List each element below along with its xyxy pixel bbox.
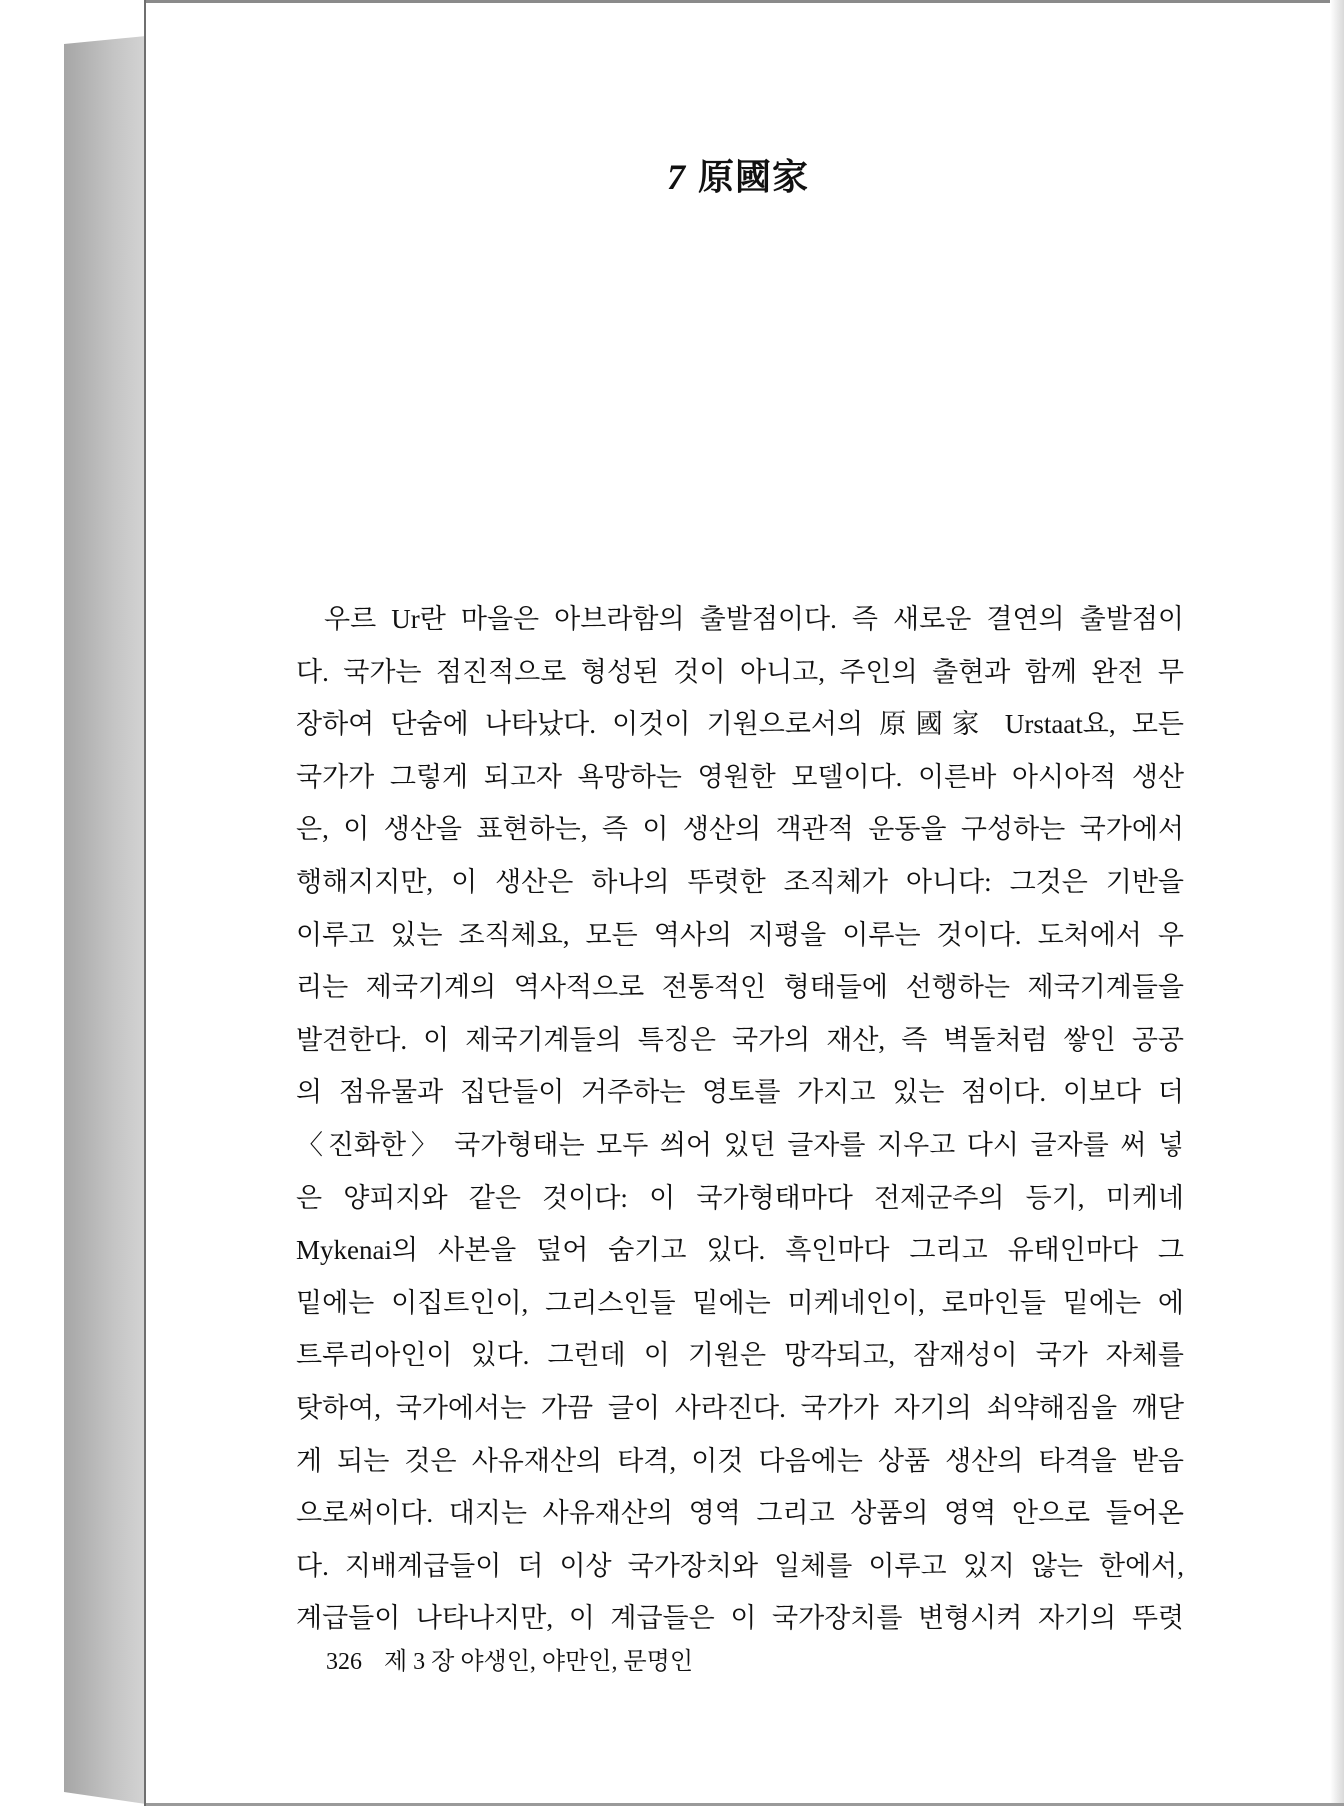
text-line: 리는 제국기계의 역사적으로 전통적인 형태들에 선행하는 제국기계들을 [296, 972, 1184, 1003]
chapter-number: 7 [666, 157, 686, 197]
chapter-title [146, 149, 1330, 200]
text-line: Mykenai의 사본을 덮어 숨기고 있다. 흑인마다 그리고 유태인마다 그 [296, 1235, 1184, 1266]
text-line: 발견한다. 이 제국기계들의 특징은 국가의 재산, 즉 벽돌처럼 쌓인 공공 [296, 1024, 1184, 1055]
page-number: 326 [326, 1649, 362, 1675]
text-line: 국가가 그렇게 되고자 욕망하는 영원한 모델이다. 이른바 아시아적 생산 [296, 761, 1184, 792]
running-head: 제 3 장 야생인, 야만인, 문명인 [384, 1649, 694, 1675]
text-line: 이루고 있는 조직체요, 모든 역사의 지평을 이루는 것이다. 도처에서 우 [296, 919, 1184, 950]
text-line: 은, 이 생산을 표현하는, 즉 이 생산의 객관적 운동을 구성하는 국가에서 [296, 814, 1184, 845]
body-paragraph [296, 593, 1184, 1645]
text-line: 장하여 단숨에 나타났다. 이것이 기원으로서의 原國家 Urstaat요, 모든 [296, 709, 1184, 740]
chapter-title-text: 原國家 [697, 157, 809, 197]
text-line: 트루리아인이 있다. 그런데 이 기원은 망각되고, 잠재성이 국가 자체를 [296, 1340, 1184, 1371]
text-line: 탓하여, 국가에서는 가끔 글이 사라진다. 국가가 자기의 쇠약해짐을 깨닫 [296, 1392, 1184, 1423]
text-line: 〈진화한〉 국가형태는 모두 씌어 있던 글자를 지우고 다시 글자를 써 넣 [296, 1129, 1184, 1160]
spine-edge-line [144, 0, 146, 1806]
text-line: 우르 Ur란 마을은 아브라함의 출발점이다. 즉 새로운 결연의 출발점이 [324, 604, 1184, 634]
text-line: 으로써이다. 대지는 사유재산의 영역 그리고 상품의 영역 안으로 들어온 [296, 1498, 1184, 1529]
text-line: 게 되는 것은 사유재산의 타격, 이것 다음에는 상품 생산의 타격을 받음 [296, 1445, 1184, 1476]
page-footer [326, 1641, 693, 1676]
text-line: 다. 국가는 점진적으로 형성된 것이 아니고, 주인의 출현과 함께 완전 무 [296, 656, 1184, 687]
text-line: 밑에는 이집트인이, 그리스인들 밑에는 미케네인이, 로마인들 밑에는 에 [296, 1287, 1184, 1318]
book-page [146, 3, 1330, 1803]
text-line: 행해지지만, 이 생산은 하나의 뚜렷한 조직체가 아니다: 그것은 기반을 [296, 866, 1184, 897]
text-line: 은 양피지와 같은 것이다: 이 국가형태마다 전제군주의 등기, 미케네 [296, 1182, 1184, 1213]
page-right-shade [1330, 0, 1344, 1806]
text-line: 다. 지배계급들이 더 이상 국가장치와 일체를 이루고 있지 않는 한에서, [296, 1550, 1184, 1581]
text-line: 의 점유물과 집단들이 거주하는 영토를 가지고 있는 점이다. 이보다 더 [296, 1077, 1184, 1108]
book-spine [64, 36, 146, 1804]
text-line: 계급들이 나타나지만, 이 계급들은 이 국가장치를 변형시켜 자기의 뚜렷 [296, 1603, 1184, 1634]
